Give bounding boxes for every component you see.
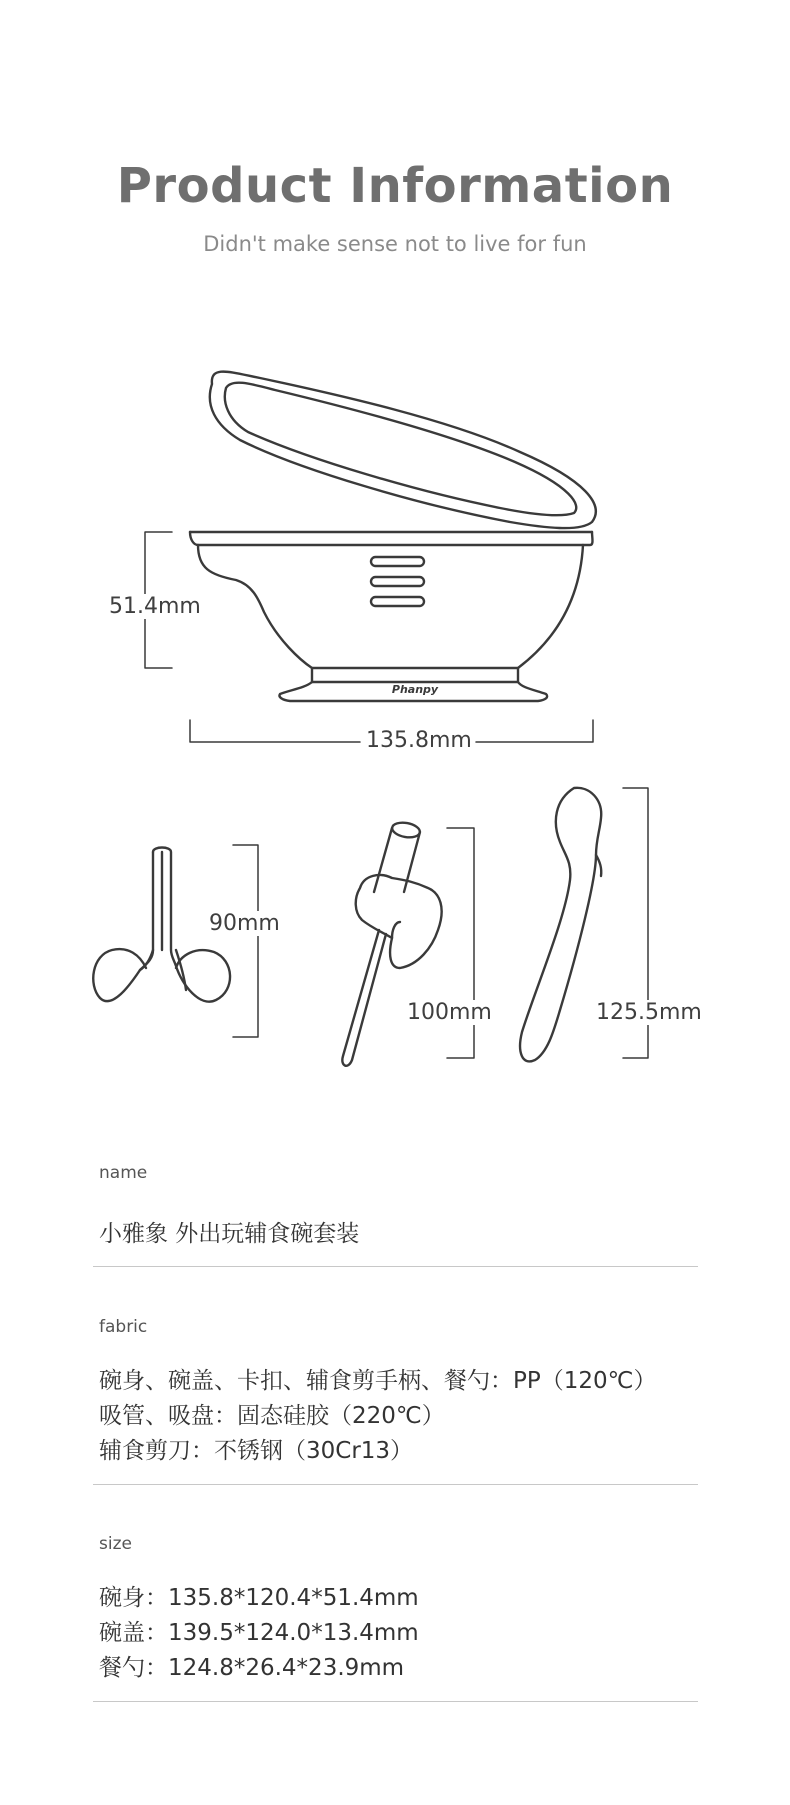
spec-size-line: 碗盖：139.5*124.0*13.4mm [99, 1620, 419, 1646]
spec-name [99, 1163, 699, 1183]
spec-size-values [99, 1581, 699, 1686]
bowl-body-drawing [190, 532, 593, 701]
spec-fabric-line: 吸管、吸盘：固态硅胶（220℃） [99, 1403, 445, 1429]
spec-fabric-line: 辅食剪刀：不锈钢（30Cr13） [99, 1438, 414, 1464]
straw-drawing [342, 821, 441, 1066]
page-title: Product Information [116, 158, 674, 214]
divider [93, 1484, 698, 1485]
spec-size-line: 餐勺：124.8*26.4*23.9mm [99, 1655, 405, 1681]
spoon-length-label: 125.5mm [596, 1000, 702, 1025]
spec-size-label: size [99, 1534, 132, 1554]
bowl-height-label: 51.4mm [109, 594, 201, 619]
spec-fabric [99, 1317, 699, 1337]
spec-name-line: 小雅象 外出玩辅食碗套装 [99, 1221, 360, 1247]
spec-name-label: name [99, 1163, 148, 1183]
scissors-length-label: 90mm [209, 911, 280, 936]
spec-size-line: 碗身：135.8*120.4*51.4mm [99, 1585, 419, 1611]
divider [93, 1701, 698, 1702]
scissors-dimension-lines [233, 845, 258, 1037]
bowl-brand-logo: Phanpy [391, 683, 439, 696]
divider [93, 1266, 698, 1267]
page-subtitle: Didn't make sense not to live for fun [203, 232, 587, 256]
spoon-drawing [520, 788, 601, 1062]
bowl-lid-drawing [210, 372, 596, 528]
straw-length-label: 100mm [407, 1000, 492, 1025]
spec-name-values [99, 1217, 699, 1252]
spec-fabric-label: fabric [99, 1317, 148, 1337]
bowl-width-label: 135.8mm [366, 728, 472, 753]
spec-fabric-line: 碗身、碗盖、卡扣、辅食剪手柄、餐勺：PP（120℃） [99, 1368, 657, 1394]
spec-fabric-values [99, 1364, 699, 1469]
spec-size [99, 1534, 699, 1554]
bowl-dimension-lines [145, 532, 593, 742]
